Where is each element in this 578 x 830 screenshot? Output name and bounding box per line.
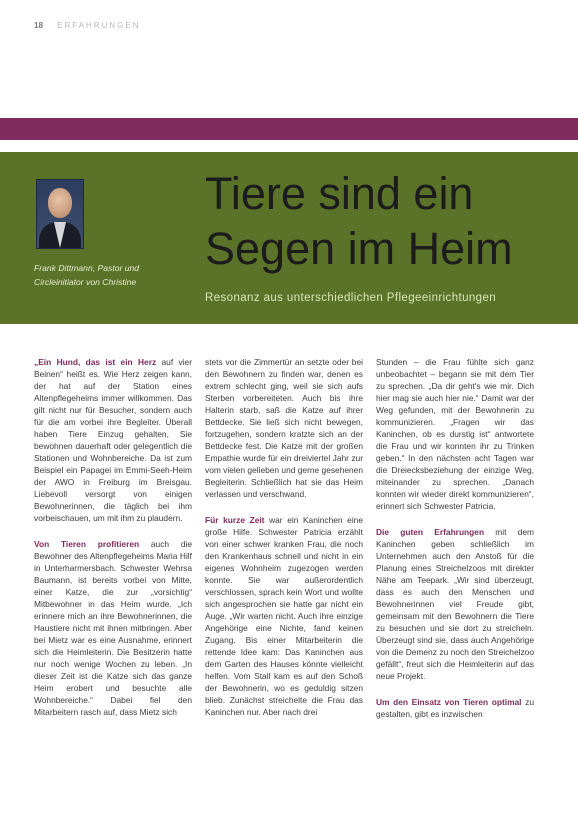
paragraph (376, 696, 534, 720)
author-photo (36, 179, 84, 249)
paragraph-text: war ein Kaninchen eine große Hilfe. Schwester Patricia erzählt von einer schwer kranken Frau, die noch den Krankenhaus schnell und nicht in ein eigenes Wohnheim zugezogen werden konnte. Sie war außerordentlich verschlossen, sprach kein Wort und wollte sich angesprochen sie hatte gar nicht ein Auge. „Wir warten nicht. Auch ihre einzige Angehörige eine Nichte, fand keinen Zugang. Bis einer Mitarbeiterin die rettende Idee kam: Das Kaninchen aus dem Garten des Hauses könnte vielleicht helfen. Vom Stall kam es auf den Schoß der Bewohnerin, wo es geduldig sitzen blieb. Zunächst streichelte die Frau das Kaninchen nur. Aber nach drei (205, 515, 363, 717)
paragraph-text: auch die Bewohner des Altenpflegeheims Maria Hilf in Unterharmersbach. Schwester Wehrsa Baumann, ist bereits vorbei von Mitte, einer Katze, die zur „vorsichtig“ Mitbewohner in das Heim wurde. „Ich erinnere mich an ihre Bewohnerinnen, die Haustiere nicht mit ihnen mitbringen. Aber bei Mietz war es eine Ausnahme, erinnert sich die Heimleiterin. Die Besitzerin hatte nur noch wenige Wochen zu leben. „In dieser Zeit ist die Katze sich das ganze Heim erobert und besuchte alle Wohnbereiche.“ Dabei fiel den Mitarbeitern rasch auf, dass Mietz sich (34, 539, 192, 717)
title-line-2: Segen im Heim (205, 223, 513, 274)
photo-caption: Frank Dittmann, Pastor und Circleinitiator von Christine (34, 263, 140, 287)
article-subtitle: Resonanz aus unterschiedlichen Pflegeeinrichtungen (205, 292, 497, 304)
purple-band (0, 118, 578, 140)
paragraph (376, 356, 534, 512)
paragraph (34, 356, 192, 524)
paragraph-text: zu gestalten, gibt es inzwischen (376, 697, 534, 719)
paragraph-text: mit dem Kaninchen geben schließlich im Unternehmen auch den Anstoß für die Planung eines Streichelzoos mit direkter Nähe am Teepark. „Wir sind überzeugt, dass es auch den Menschen und Bewohnerinnen viel Freude gibt, gemeinsam mit den Bewohnern die Tiere zu besuchen und sie dort zu streicheln. Überzeugt sind sie, dass auch Angehörige von die Demenz zu noch den Streichelzoo gefällt“, freut sich die Heimleiterin auf das neue Projekt. (376, 527, 534, 681)
paragraph-lead: Um den Einsatz von Tieren optimal (376, 697, 522, 707)
paragraph (205, 514, 363, 718)
paragraph (376, 526, 534, 682)
paragraph (34, 538, 192, 718)
title-line-1: Tiere sind ein (205, 168, 474, 219)
paragraph-text: auf vier Beinen“ heißt es. Wie Herz zeigen kann, der hat auf der Station eines Altenpflegeheims immer willkommen. Das gilt nicht nur für Besucher, sondern auch für die am vorbei ihre Begleiter. Überall haben Tiere Einzug gehalten, Sie bewohnen dauerhaft oder gelegentlich die Stationen und Wohnbereiche. Da ist zum Beispiel ein Papagei im Emmi-Seeh-Heim der AWO in Freiburg im Breisgau. Liebevoll versorgt von einigen Bewohnerinnen, die täglich bei ihm vorbeischauen, um mit ihm zu plaudern. (34, 357, 192, 523)
running-header (34, 21, 140, 30)
paragraph-lead: Für kurze Zeit (205, 515, 265, 525)
text-column-1 (34, 356, 192, 718)
section-label: ERFAHRUNGEN (57, 21, 141, 30)
paragraph-lead: Von Tieren profitieren (34, 539, 140, 549)
paragraph-lead: „Ein Hund, das ist ein Herz (34, 357, 157, 367)
article-title (205, 166, 513, 276)
paragraph-text: Stunden – die Frau fühlte sich ganz unbeobachtet – begann sie mit dem Tier zu sprechen. „Da dir geht's wie mir. Dich hier mag sie auch hier nie.“ Damit war der Weg gefunden, mit der Bewohnerin zu kommunizieren. „Fragen wir das Kaninchen, ob es durstig ist“ antwortete die Frau und wir konnten ihr zu Trinken geben.“ In den nächsten acht Tagen war die Dreiecksbeziehung der einzige Weg, miteinander zu sprechen. „Danach konnten wir wieder direkt kommunizieren“, erinnert sich Schwester Patricia. (376, 357, 534, 511)
page-number: 18 (34, 21, 43, 30)
paragraph-lead: Die guten Erfahrungen (376, 527, 485, 537)
paragraph (205, 356, 363, 500)
paragraph-text: stets vor die Zimmertür an setzte oder bei den Bewohnern zu finden war, denen es extrem schlecht ging, weil sie sich aufs Sterben vorbereiteten. Auch bis ihre Halterin starb, saß die Katze auf ihrer Bettdecke. Sie ließ sich nicht bewegen, fortzugehen, sondern kratzte sich an der Bettdecke fest. Die Katze mit der großen Empathie wurde für ein dreiviertel Jahr zur vom vielen gelieben und gerne gesehenen Begleiterin. Schließlich hat sie das Heim verlassen und verschwand. (205, 357, 363, 499)
text-column-3 (376, 356, 534, 720)
text-column-2 (205, 356, 363, 718)
